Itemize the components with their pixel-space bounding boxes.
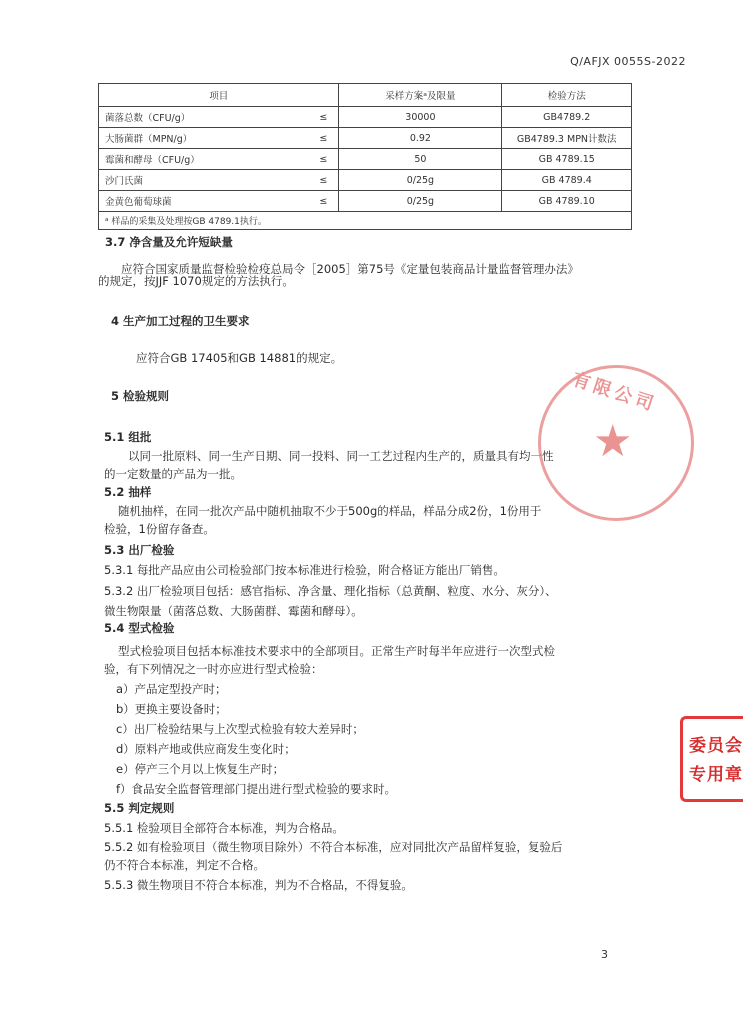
- section-5-2-line1: 随机抽样，在同一批次产品中随机抽取不少于500g的样品，样品分成2份，1份用于: [118, 504, 542, 518]
- section-5-title: 5 检验规则: [111, 389, 170, 403]
- row-limit-value: 0.92: [339, 128, 502, 149]
- table-header-row: [99, 84, 632, 107]
- section-3-7-line1: 应符合国家质量监督检验检疫总局令［2005］第75号《定量包装商品计量监督管理办法》: [121, 262, 579, 276]
- section-5-5-3: 5.5.3 微生物项目不符合本标准，判为不合格品，不得复验。: [104, 878, 413, 892]
- row-limit-value: 0/25g: [339, 170, 502, 191]
- page-number: 3: [601, 948, 608, 961]
- list-item: e）停产三个月以上恢复生产时；: [116, 762, 285, 776]
- section-5-1-line2: 的一定数量的产品为一批。: [104, 467, 242, 481]
- section-5-1-title: 5.1 组批: [104, 430, 152, 444]
- section-3-7-title: 3.7 净含量及允许短缺量: [105, 235, 233, 249]
- row-item-name: 沙门氏菌: [99, 170, 309, 191]
- column-header-item: 项目: [99, 84, 339, 107]
- table-row: [99, 107, 632, 128]
- row-item-name: 菌落总数（CFU/g）: [99, 107, 309, 128]
- table-note-row: [99, 212, 632, 230]
- section-5-3-1: 5.3.1 每批产品应由公司检验部门按本标准进行检验，附合格证方能出厂销售。: [104, 563, 505, 577]
- section-5-4-line2: 验，有下列情况之一时亦应进行型式检验：: [104, 662, 323, 676]
- seal-text: 有限公司: [569, 368, 660, 417]
- table-row: [99, 170, 632, 191]
- section-5-3-2-line2: 微生物限量（菌落总数、大肠菌群、霉菌和酵母）。: [104, 604, 363, 618]
- row-method: GB4789.3 MPN计数法: [502, 128, 632, 149]
- section-5-2-title: 5.2 抽样: [104, 485, 152, 499]
- list-item: d）原料产地或供应商发生变化时；: [116, 742, 296, 756]
- section-5-4-line1: 型式检验项目包括本标准技术要求中的全部项目。正常生产时每半年应进行一次型式检: [118, 644, 555, 658]
- row-method: GB 4789.10: [502, 191, 632, 212]
- section-5-5-1: 5.5.1 检验项目全部符合本标准，判为合格品。: [104, 821, 344, 835]
- list-item: f）食品安全监督管理部门提出进行型式检验的要求时。: [116, 782, 397, 796]
- section-5-3-title: 5.3 出厂检验: [104, 543, 175, 557]
- company-seal: [538, 365, 694, 521]
- list-item: b）更换主要设备时；: [116, 702, 227, 716]
- row-operator: ≤: [308, 170, 339, 191]
- row-limit-value: 0/25g: [339, 191, 502, 212]
- row-item-name: 大肠菌群（MPN/g）: [99, 128, 309, 149]
- row-item-name: 霉菌和酵母（CFU/g）: [99, 149, 309, 170]
- section-5-5-2-line1: 5.5.2 如有检验项目（微生物项目除外）不符合本标准，应对同批次产品留样复验，复验后: [104, 840, 563, 854]
- section-5-1-line1: 以同一批原料、同一生产日期、同一投料、同一工艺过程内生产的，质量具有均一性: [128, 449, 554, 463]
- column-header-plan: 采样方案ᵃ及限量: [339, 84, 502, 107]
- column-header-method: 检验方法: [502, 84, 632, 107]
- section-5-2-line2: 检验，1份留存备查。: [104, 522, 215, 536]
- section-4-title: 4 生产加工过程的卫生要求: [111, 314, 250, 328]
- stamp-line2: 专用章: [689, 765, 743, 785]
- row-operator: ≤: [308, 107, 339, 128]
- document-code: Q/AFJX 0055S-2022: [570, 55, 686, 68]
- row-operator: ≤: [308, 128, 339, 149]
- section-5-5-title: 5.5 判定规则: [104, 801, 175, 815]
- row-item-name: 金黄色葡萄球菌: [99, 191, 309, 212]
- section-3-7-line2: 的规定，按JJF 1070规定的方法执行。: [98, 274, 294, 288]
- section-5-5-2-line2: 仍不符合本标准，判定不合格。: [104, 858, 265, 872]
- row-limit-value: 30000: [339, 107, 502, 128]
- row-method: GB 4789.4: [502, 170, 632, 191]
- row-method: GB4789.2: [502, 107, 632, 128]
- row-operator: ≤: [308, 149, 339, 170]
- row-limit-value: 50: [339, 149, 502, 170]
- list-item: c）出厂检验结果与上次型式检验有较大差异时；: [116, 722, 364, 736]
- row-method: GB 4789.15: [502, 149, 632, 170]
- section-5-3-2-line1: 5.3.2 出厂检验项目包括：感官指标、净含量、理化指标（总黄酮、粒度、水分、灰分）、: [104, 584, 557, 598]
- section-5-4-title: 5.4 型式检验: [104, 621, 175, 635]
- row-operator: ≤: [308, 191, 339, 212]
- section-4-body: 应符合GB 17405和GB 14881的规定。: [136, 351, 343, 365]
- star-icon: ★: [593, 416, 633, 467]
- list-item: a）产品定型投产时；: [116, 682, 227, 696]
- table-row: [99, 191, 632, 212]
- committee-stamp: [680, 716, 743, 802]
- table-row: [99, 128, 632, 149]
- stamp-line1: 委员会: [689, 736, 743, 756]
- table-row: [99, 149, 632, 170]
- table-footnote: ᵃ 样品的采集及处理按GB 4789.1执行。: [99, 212, 632, 230]
- microbial-limits-table: [98, 83, 632, 230]
